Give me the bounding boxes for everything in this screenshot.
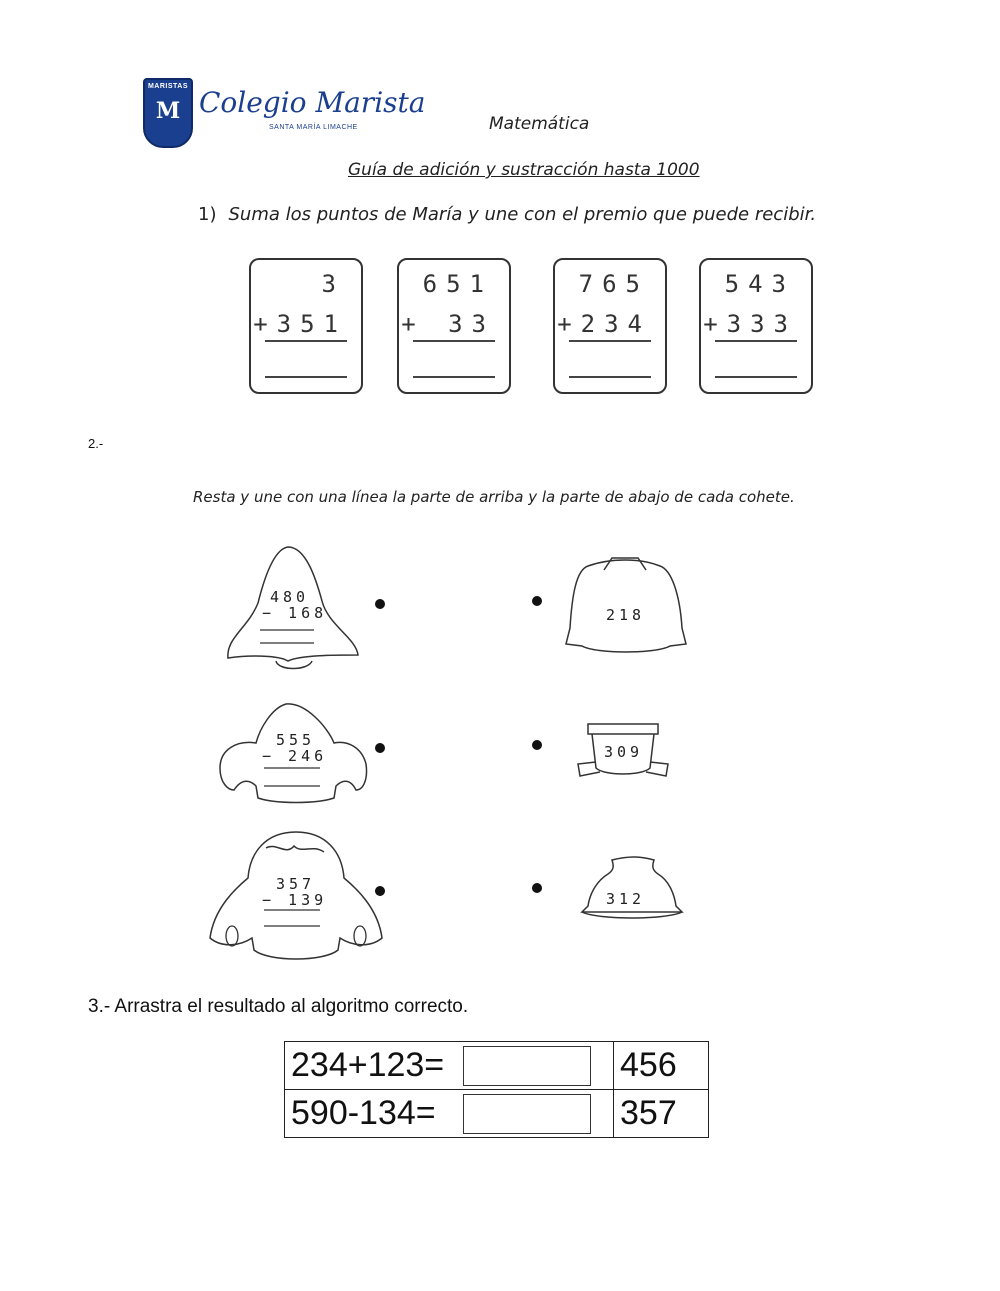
crest-text: MARISTAS <box>147 83 189 90</box>
connect-dot-left[interactable] <box>375 743 385 753</box>
addend-top: 651 <box>422 270 493 298</box>
rocket-bottom-number: 312 <box>606 890 646 908</box>
rocket-subtrahend: − 246 <box>262 747 328 765</box>
crest-icon <box>143 78 193 148</box>
drag-drop-table <box>284 1041 709 1138</box>
expression-text: 590-134= <box>291 1094 436 1132</box>
addend-top: 3 <box>321 270 345 298</box>
sum-line <box>265 340 347 342</box>
exercise-1-instruction <box>198 204 816 225</box>
drop-zone[interactable] <box>463 1046 591 1086</box>
expression-cell <box>285 1090 614 1138</box>
addend-bottom: +351 <box>253 310 347 338</box>
connect-dot-left[interactable] <box>375 886 385 896</box>
rocket-minuend: 357 <box>276 875 316 893</box>
connect-dot-right[interactable] <box>532 883 542 893</box>
sum-line <box>569 340 651 342</box>
table-row <box>285 1042 709 1090</box>
rocket-subtrahend: − 139 <box>262 891 328 909</box>
expression-cell <box>285 1042 614 1090</box>
answer-line <box>413 376 495 378</box>
subject-heading: Matemática <box>489 114 590 134</box>
sum-line <box>413 340 495 342</box>
addition-card <box>553 258 667 394</box>
table-row <box>285 1090 709 1138</box>
rocket-minuend: 480 <box>270 588 310 606</box>
answer-line <box>715 376 797 378</box>
exercise-3-instruction: 3.- Arrastra el resultado al algoritmo correcto. <box>88 996 469 1017</box>
addend-bottom: + 33 <box>401 310 495 338</box>
connect-dot-right[interactable] <box>532 740 542 750</box>
drop-zone[interactable] <box>463 1094 591 1134</box>
addition-card <box>397 258 511 394</box>
rocket-bottom-number: 309 <box>604 743 644 761</box>
logo-subtitle: SANTA MARÍA LIMACHE <box>269 124 358 131</box>
expression-text: 234+123= <box>291 1046 445 1084</box>
sum-line <box>715 340 797 342</box>
addend-bottom: +234 <box>557 310 651 338</box>
addition-card <box>699 258 813 394</box>
rocket-minuend: 555 <box>276 731 316 749</box>
rocket-bottom-number: 218 <box>606 606 646 624</box>
logo-brand: Colegio Marista <box>199 86 426 119</box>
rocket-subtrahend: − 168 <box>262 604 328 622</box>
draggable-answer[interactable]: 357 <box>614 1090 709 1138</box>
draggable-answer[interactable]: 456 <box>614 1042 709 1090</box>
school-logo <box>143 78 426 148</box>
connect-dot-right[interactable] <box>532 596 542 606</box>
addition-card <box>249 258 363 394</box>
exercise-2-label: 2.- <box>88 436 104 451</box>
exercise-number: 1) <box>198 204 217 225</box>
addend-top: 765 <box>578 270 649 298</box>
addend-bottom: +333 <box>703 310 797 338</box>
monogram: M <box>155 98 181 124</box>
addend-top: 543 <box>724 270 795 298</box>
answer-line <box>265 376 347 378</box>
connect-dot-left[interactable] <box>375 599 385 609</box>
page-title: Guía de adición y sustracción hasta 1000 <box>348 160 700 180</box>
exercise-2-instruction: Resta y une con una línea la parte de arriba y la parte de abajo de cada cohete. <box>193 488 795 506</box>
answer-line <box>569 376 651 378</box>
instruction-text: Suma los puntos de María y une con el premio que puede recibir. <box>228 204 817 225</box>
